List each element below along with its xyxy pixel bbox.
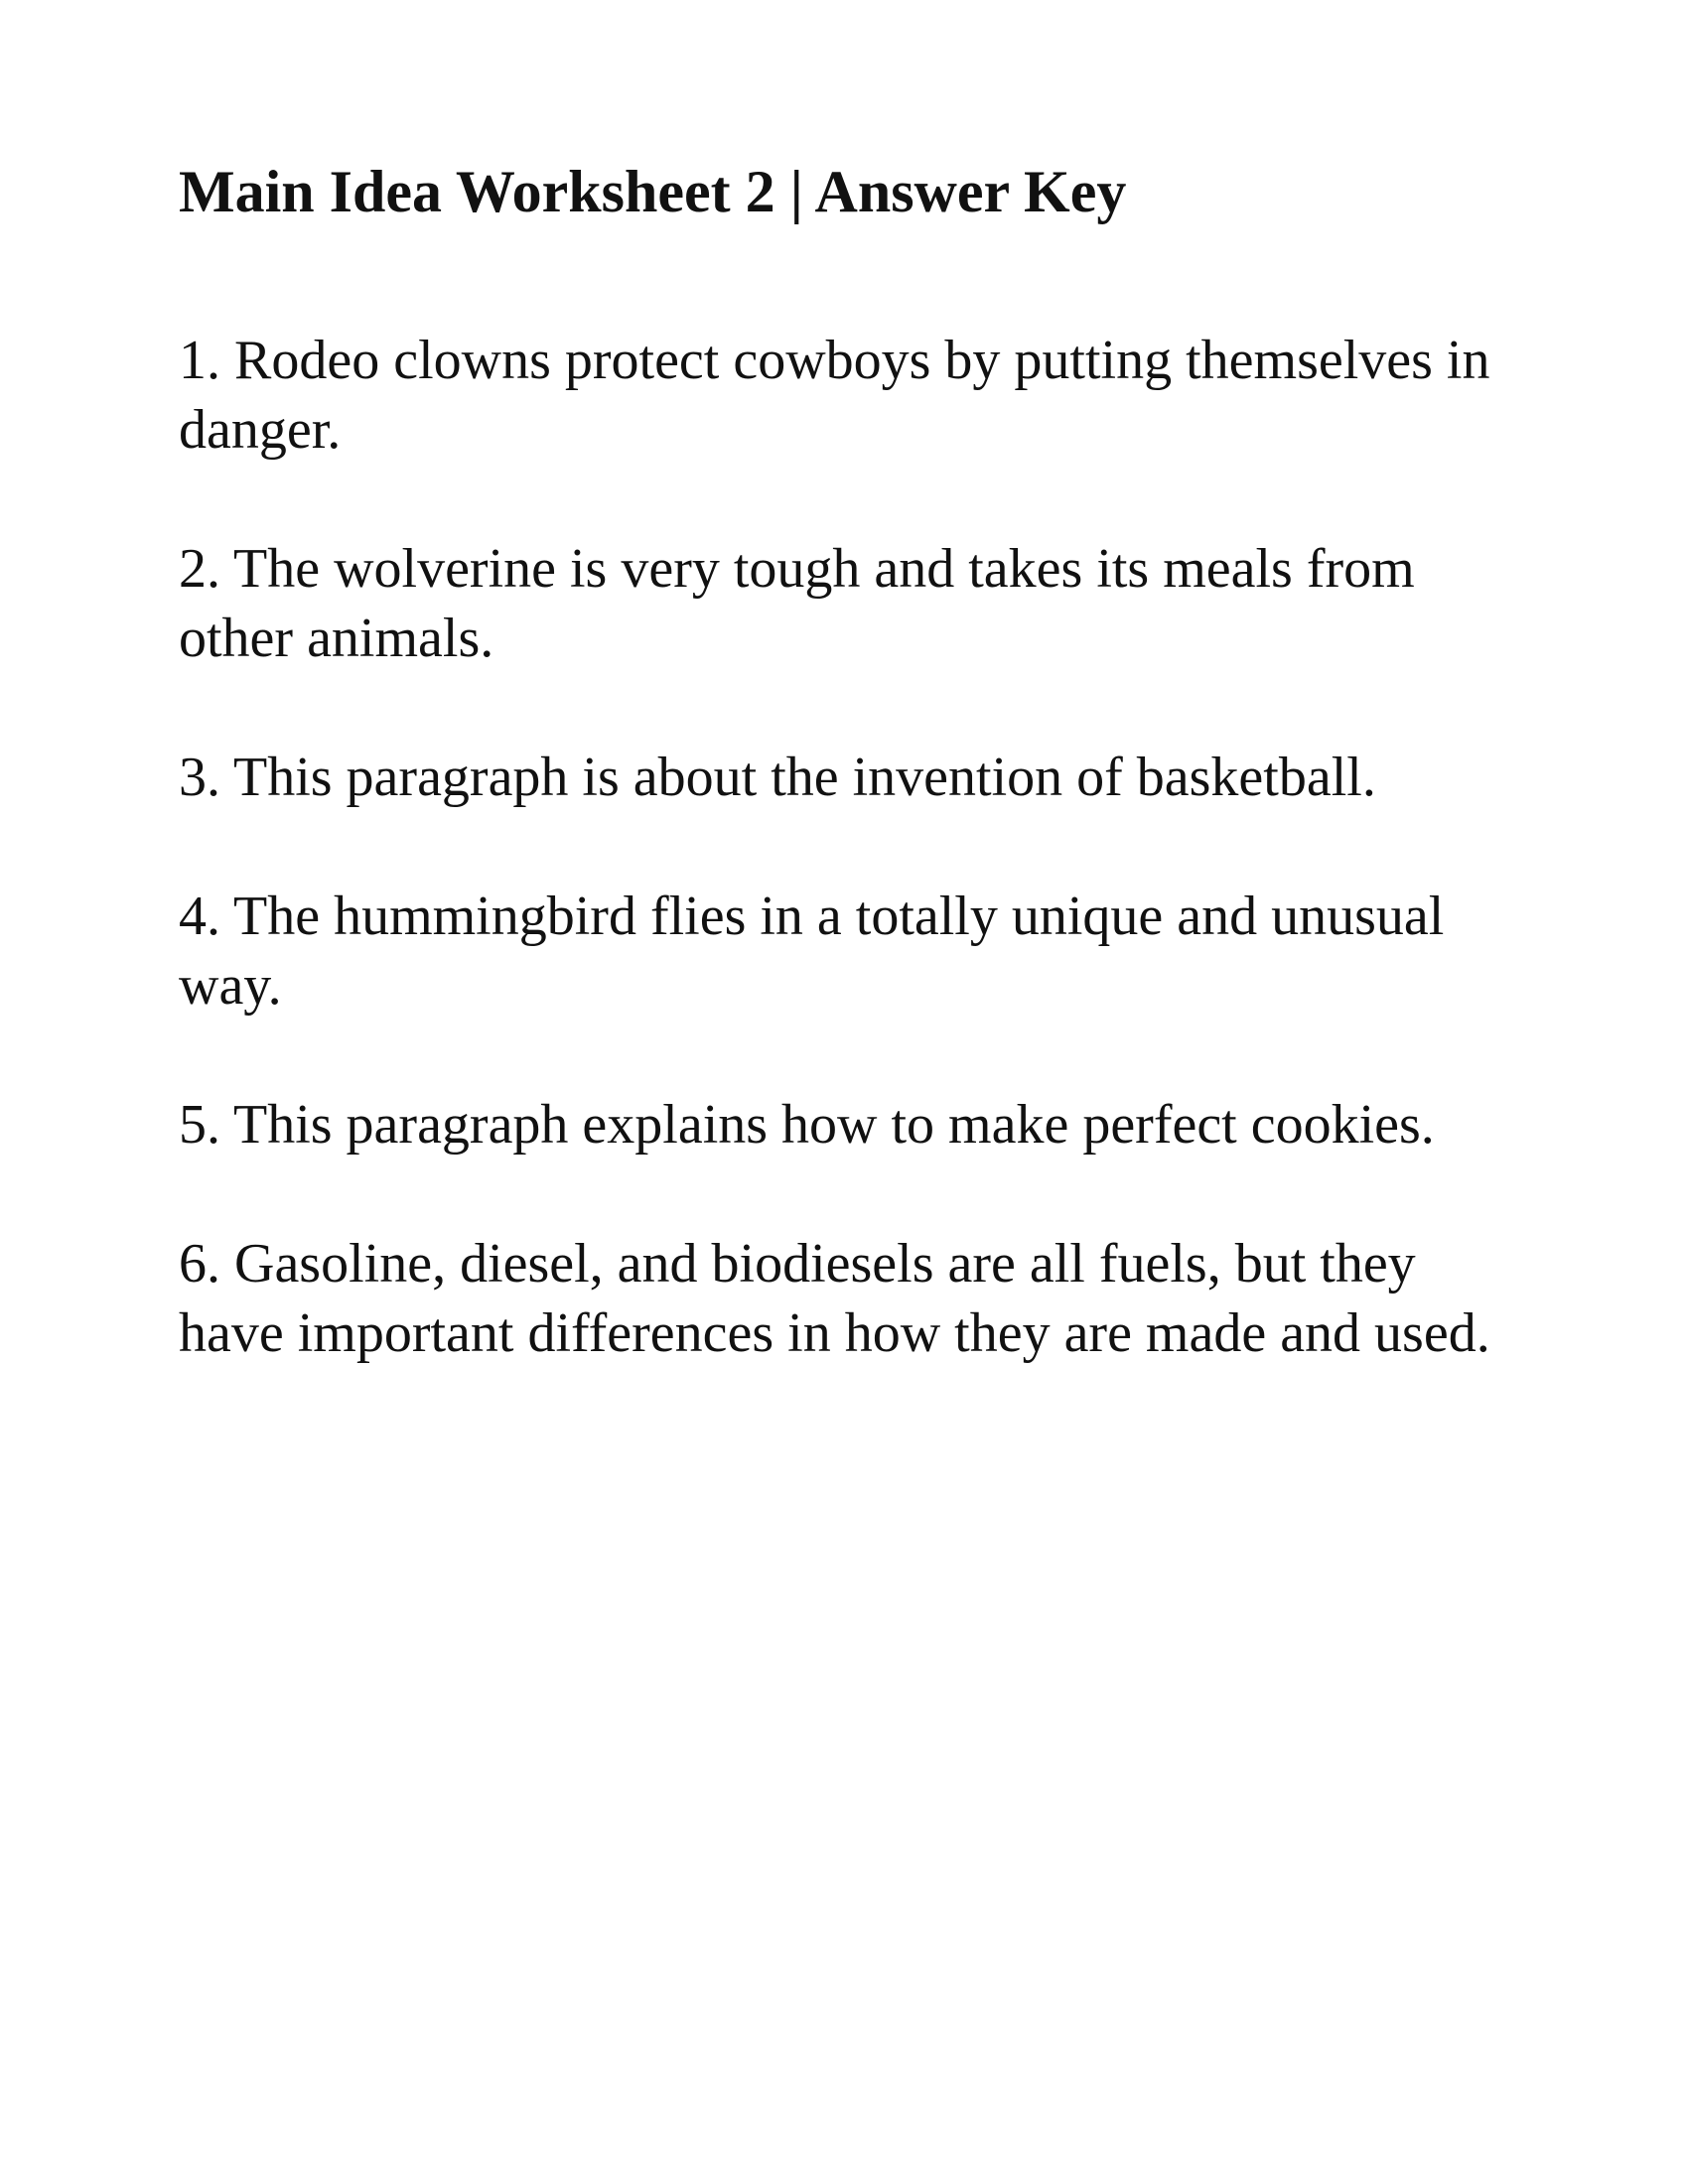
answer-number: 2. bbox=[179, 538, 220, 600]
page-title: Main Idea Worksheet 2 | Answer Key bbox=[179, 159, 1127, 224]
answer-number: 3. bbox=[179, 747, 220, 808]
answer-number: 1. bbox=[179, 330, 220, 391]
answer-item-6 bbox=[179, 1229, 1529, 1368]
answer-text: The wolverine is very tough and takes its meals from other animals. bbox=[179, 538, 1415, 669]
answer-text: This paragraph explains how to make perfect cookies. bbox=[233, 1094, 1435, 1156]
answer-item-2 bbox=[179, 534, 1529, 673]
answer-item-5 bbox=[179, 1090, 1529, 1160]
answer-number: 6. bbox=[179, 1233, 220, 1295]
answer-text: This paragraph is about the invention of basketball. bbox=[233, 747, 1376, 808]
answer-number: 4. bbox=[179, 886, 220, 947]
answer-item-3 bbox=[179, 743, 1529, 812]
answer-number: 5. bbox=[179, 1094, 220, 1156]
answer-text: The hummingbird flies in a totally unique and unusual way. bbox=[179, 886, 1445, 1017]
answer-list bbox=[179, 326, 1529, 1437]
answer-item-4 bbox=[179, 882, 1529, 1021]
answer-text: Gasoline, diesel, and biodiesels are all fuels, but they have important differences in how they are made and used. bbox=[179, 1233, 1490, 1364]
answer-text: Rodeo clowns protect cowboys by putting themselves in danger. bbox=[179, 330, 1490, 461]
answer-item-1 bbox=[179, 326, 1529, 465]
